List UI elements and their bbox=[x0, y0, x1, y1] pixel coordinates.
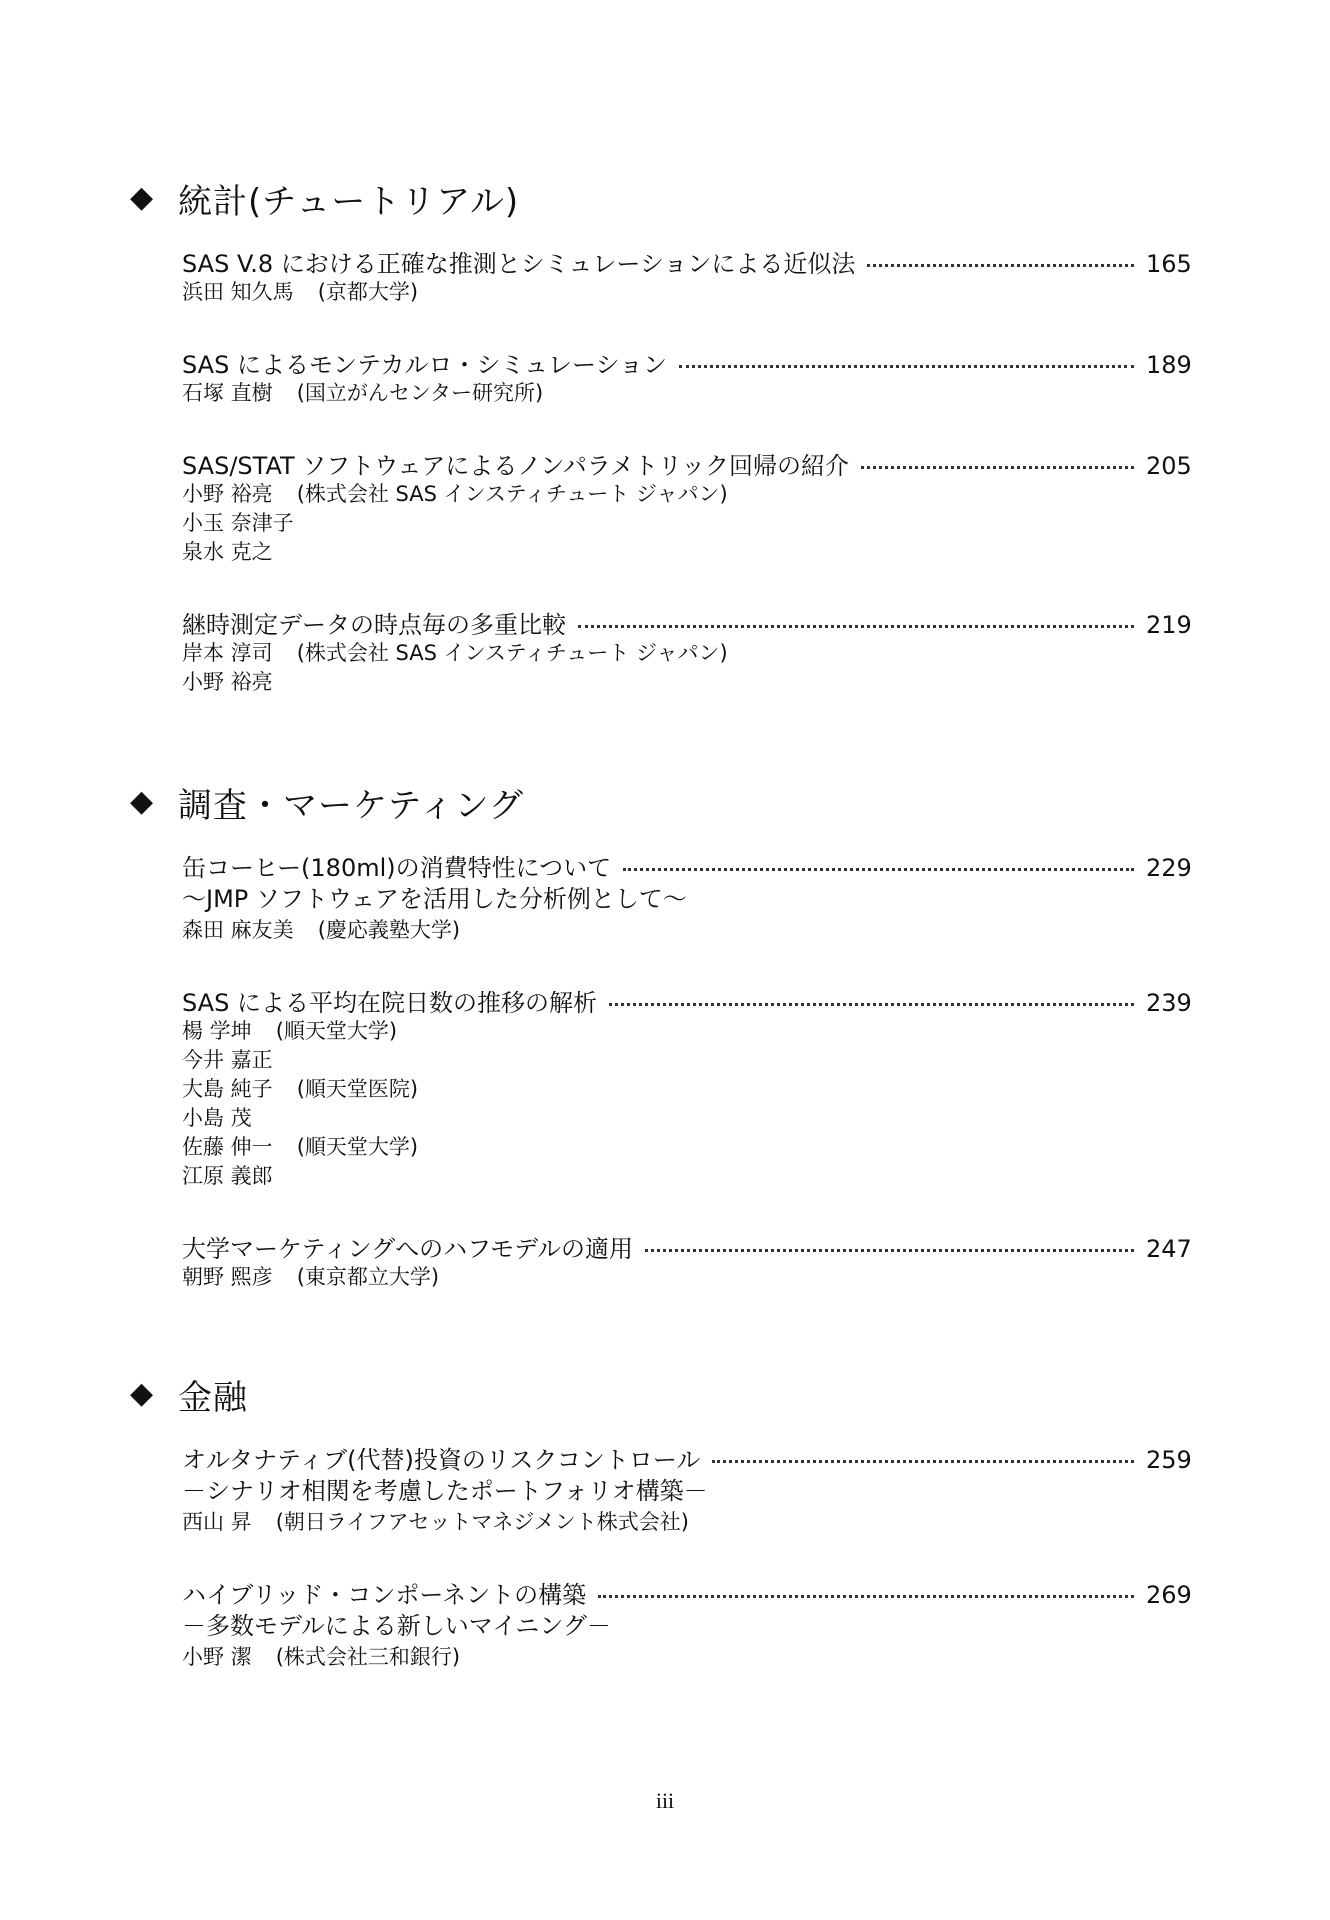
dot-leader bbox=[679, 364, 1134, 368]
author-line bbox=[182, 639, 1190, 668]
entry-title[interactable]: ハイブリッド・コンポーネントの構築 bbox=[182, 1581, 587, 1609]
author-line bbox=[182, 1643, 1190, 1672]
dot-leader bbox=[861, 465, 1134, 469]
entry-title-line[interactable] bbox=[182, 244, 1190, 278]
entry-title[interactable]: 継時測定データの時点毎の多重比較 bbox=[182, 611, 566, 639]
author-line bbox=[182, 1263, 1190, 1292]
author-name: 浜田 知久馬 bbox=[182, 280, 294, 304]
entry-title-line[interactable] bbox=[182, 1575, 1190, 1609]
author-line bbox=[182, 916, 1190, 945]
author-affiliation: (株式会社 SAS インスティチュート ジャパン) bbox=[296, 482, 728, 506]
page-number: 239 bbox=[1146, 989, 1192, 1017]
author-name: 小玉 奈津子 bbox=[182, 511, 294, 535]
author-line bbox=[182, 1162, 1190, 1191]
diamond-icon: ◆ bbox=[130, 1376, 154, 1411]
author-affiliation: (慶応義塾大学) bbox=[317, 918, 461, 942]
author-line bbox=[182, 1133, 1190, 1162]
entry-subtitle: －シナリオ相関を考慮したポートフォリオ構築－ bbox=[182, 1477, 708, 1505]
author-affiliation: (京都大学) bbox=[317, 280, 419, 304]
author-name: 小島 茂 bbox=[182, 1106, 252, 1130]
author-affiliation: (株式会社三和銀行) bbox=[275, 1645, 461, 1669]
dot-leader bbox=[867, 263, 1134, 267]
section-title: 金融 bbox=[178, 1377, 248, 1418]
author-name: 西山 昇 bbox=[182, 1510, 252, 1534]
author-line bbox=[182, 538, 1190, 567]
dot-leader bbox=[598, 1594, 1134, 1598]
page-number: 205 bbox=[1146, 452, 1192, 480]
author-affiliation: (国立がんセンター研究所) bbox=[296, 381, 544, 405]
page-number: 247 bbox=[1146, 1235, 1192, 1263]
page-number: 269 bbox=[1146, 1581, 1192, 1609]
page-number: 229 bbox=[1146, 854, 1192, 882]
entry-title-line[interactable] bbox=[182, 446, 1190, 480]
author-affiliation: (東京都立大学) bbox=[296, 1265, 440, 1289]
dot-leader bbox=[623, 867, 1134, 871]
author-name: 江原 義郎 bbox=[182, 1164, 273, 1188]
page-number: 219 bbox=[1146, 611, 1192, 639]
entry-subtitle: －多数モデルによる新しいマイニング－ bbox=[182, 1612, 611, 1640]
author-line bbox=[182, 1104, 1190, 1133]
toc-section bbox=[130, 1368, 1190, 1672]
section-heading bbox=[130, 776, 1190, 828]
author-name: 佐藤 伸一 bbox=[182, 1135, 273, 1159]
entry-title[interactable]: 大学マーケティングへのハフモデルの適用 bbox=[182, 1235, 633, 1263]
author-name: 小野 潔 bbox=[182, 1645, 252, 1669]
author-name: 小野 裕亮 bbox=[182, 670, 273, 694]
toc-entry[interactable] bbox=[182, 1229, 1190, 1292]
author-name: 森田 麻友美 bbox=[182, 918, 294, 942]
author-affiliation: (順天堂医院) bbox=[296, 1077, 419, 1101]
entry-title-line[interactable] bbox=[182, 983, 1190, 1017]
author-name: 大島 純子 bbox=[182, 1077, 273, 1101]
entry-list bbox=[182, 244, 1190, 697]
toc-entry[interactable] bbox=[182, 1440, 1190, 1537]
toc-entry[interactable] bbox=[182, 345, 1190, 408]
dot-leader bbox=[578, 624, 1134, 628]
author-line bbox=[182, 668, 1190, 697]
author-line bbox=[182, 480, 1190, 509]
author-name: 小野 裕亮 bbox=[182, 482, 273, 506]
dot-leader bbox=[645, 1248, 1134, 1252]
author-name: 泉水 克之 bbox=[182, 540, 273, 564]
author-name: 楊 学坤 bbox=[182, 1019, 252, 1043]
dot-leader bbox=[609, 1002, 1134, 1006]
toc-entry[interactable] bbox=[182, 244, 1190, 307]
section-heading bbox=[130, 172, 1190, 224]
entry-subtitle: ～JMP ソフトウェアを活用した分析例として～ bbox=[182, 885, 687, 913]
entry-list bbox=[182, 848, 1190, 1292]
toc-section bbox=[130, 172, 1190, 697]
diamond-icon: ◆ bbox=[130, 180, 154, 215]
author-line bbox=[182, 278, 1190, 307]
toc-entry[interactable] bbox=[182, 983, 1190, 1191]
author-line bbox=[182, 509, 1190, 538]
author-affiliation: (株式会社 SAS インスティチュート ジャパン) bbox=[296, 641, 728, 665]
entry-title-line[interactable] bbox=[182, 345, 1190, 379]
entry-list bbox=[182, 1440, 1190, 1672]
author-name: 石塚 直樹 bbox=[182, 381, 273, 405]
entry-title-line[interactable] bbox=[182, 1440, 1190, 1474]
entry-title[interactable]: 缶コーヒー(180ml)の消費特性について bbox=[182, 854, 612, 882]
toc-entry[interactable] bbox=[182, 605, 1190, 697]
entry-title[interactable]: SAS によるモンテカルロ・シミュレーション bbox=[182, 351, 668, 379]
author-name: 朝野 熙彦 bbox=[182, 1265, 273, 1289]
author-line bbox=[182, 1017, 1190, 1046]
toc-entry[interactable] bbox=[182, 1575, 1190, 1672]
toc-entry[interactable] bbox=[182, 848, 1190, 945]
page-number: 165 bbox=[1146, 250, 1192, 278]
author-line bbox=[182, 1046, 1190, 1075]
page-folio: iii bbox=[655, 1788, 675, 1813]
page-number: 189 bbox=[1146, 351, 1192, 379]
entry-title[interactable]: SAS V.8 における正確な推測とシミュレーションによる近似法 bbox=[182, 250, 856, 278]
author-affiliation: (朝日ライフアセットマネジメント株式会社) bbox=[275, 1510, 689, 1534]
toc-entry[interactable] bbox=[182, 446, 1190, 567]
entry-title-line[interactable] bbox=[182, 605, 1190, 639]
author-line bbox=[182, 379, 1190, 408]
entry-title-line[interactable] bbox=[182, 1229, 1190, 1263]
author-line bbox=[182, 1508, 1190, 1537]
section-title: 統計(チュートリアル) bbox=[178, 181, 520, 222]
entry-title[interactable]: SAS/STAT ソフトウェアによるノンパラメトリック回帰の紹介 bbox=[182, 452, 850, 480]
diamond-icon: ◆ bbox=[130, 784, 154, 819]
section-heading bbox=[130, 1368, 1190, 1420]
dot-leader bbox=[712, 1459, 1134, 1463]
author-line bbox=[182, 1075, 1190, 1104]
section-title: 調査・マーケティング bbox=[178, 785, 524, 826]
author-affiliation: (順天堂大学) bbox=[296, 1135, 419, 1159]
author-affiliation: (順天堂大学) bbox=[275, 1019, 398, 1043]
entry-title[interactable]: オルタナティブ(代替)投資のリスクコントロール bbox=[182, 1446, 701, 1474]
author-name: 岸本 淳司 bbox=[182, 641, 273, 665]
author-name: 今井 嘉正 bbox=[182, 1048, 273, 1072]
entry-title-line[interactable] bbox=[182, 848, 1190, 882]
page-number: 259 bbox=[1146, 1446, 1192, 1474]
entry-title[interactable]: SAS による平均在院日数の推移の解析 bbox=[182, 989, 597, 1017]
toc-section bbox=[130, 776, 1190, 1292]
